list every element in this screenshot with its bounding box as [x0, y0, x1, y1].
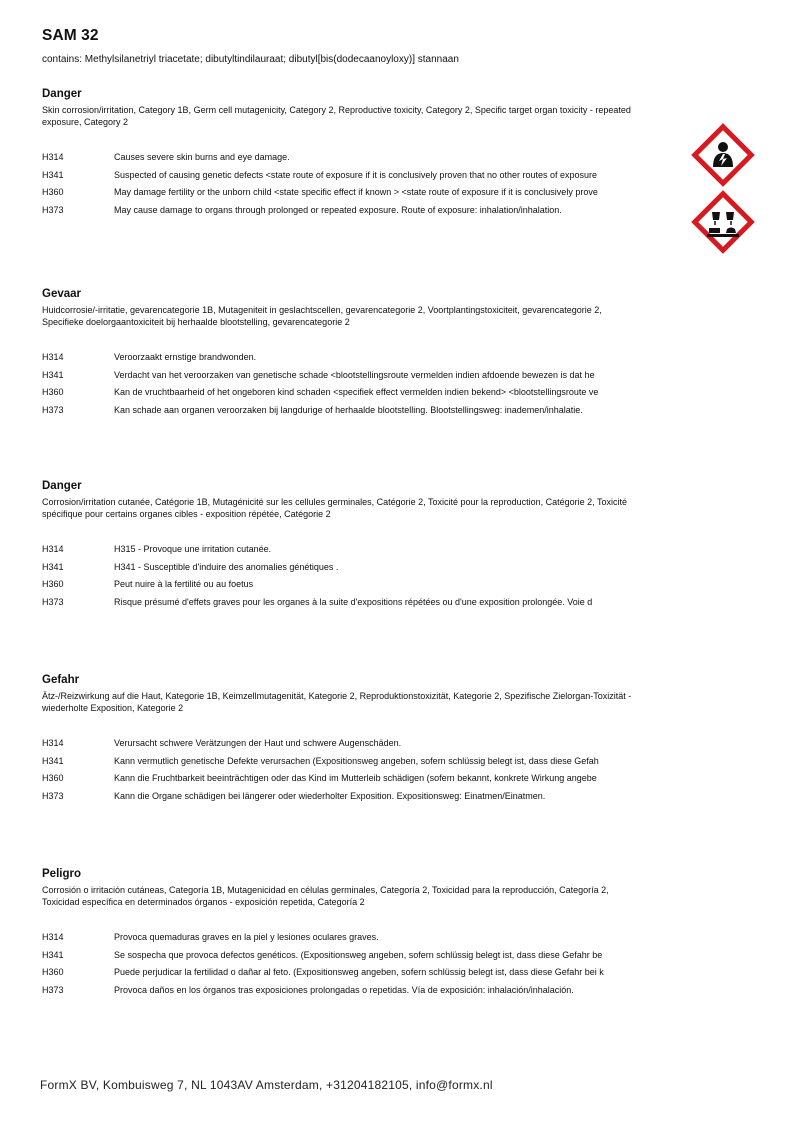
- h-text: Peut nuire à la fertilité ou au foetus: [114, 579, 254, 589]
- hazard-statement: [42, 790, 667, 808]
- h-code: H314: [42, 352, 64, 362]
- h-code: H360: [42, 187, 64, 197]
- hazard-statement: [42, 561, 667, 579]
- h-code: H373: [42, 984, 64, 995]
- h-text: Suspected of causing genetic defects <state route of exposure if it is conclusively proven that no other routes of exposure: [114, 169, 598, 180]
- h-code: H314: [42, 932, 64, 942]
- hazard-statement-list: [42, 543, 667, 613]
- signal-word: Gefahr: [42, 674, 80, 686]
- h-text: Veroorzaakt ernstige brandwonden.: [114, 352, 257, 362]
- h-code: H341: [42, 169, 64, 180]
- hazard-section-es: [42, 868, 667, 1001]
- h-code: H360: [42, 967, 64, 977]
- hazard-statement: [42, 204, 667, 222]
- h-code: H314: [42, 544, 64, 554]
- classification-text: Corrosion/irritation cutanée, Catégorie 1B, Mutagénicité sur les cellules germinales, Catégorie 2, Toxicité pour la reproduction, Catégorie 2, Toxicité spécifique pour certains organes cibles - exposition répétée, Catégorie 2: [42, 497, 627, 519]
- hazard-statement-list: [42, 351, 667, 421]
- h-code: H314: [42, 738, 64, 748]
- hazard-statement: [42, 737, 667, 755]
- hazard-statement: [42, 755, 667, 773]
- classification-text: Huidcorrosie/-irritatie, gevarencategorie 1B, Mutageniteit in geslachtscellen, gevarencategorie 2, Voortplantingstoxiciteit, gevarencategorie 2, Specifieke doelorgaantoxiciteit bij herhaalde blootstelling, gevarencategorie 2: [42, 305, 602, 327]
- h-text: Kan schade aan organen veroorzaken bij langdurige of herhaalde blootstelling. Blootstellingsweg: inademen/inhalatie.: [114, 404, 583, 415]
- h-text: Kann die Organe schädigen bei längerer oder wiederholter Exposition. Expositionsweg: Einatmen/Einatmen.: [114, 790, 546, 801]
- hazard-statement: [42, 151, 667, 169]
- hazard-statement: [42, 404, 667, 422]
- hazard-statement: [42, 966, 667, 984]
- hazard-statement: [42, 949, 667, 967]
- hazard-statement: [42, 984, 667, 1002]
- h-text: Causes severe skin burns and eye damage.: [114, 152, 290, 162]
- h-text: Kan de vruchtbaarheid of het ongeboren kind schaden <specifiek effect vermelden indien bekend> <blootstellingsroute ve: [114, 387, 599, 397]
- hazard-statement: [42, 578, 667, 596]
- h-code: H341: [42, 949, 64, 960]
- h-code: H341: [42, 369, 64, 380]
- h-code: H373: [42, 404, 64, 415]
- h-code: H360: [42, 387, 64, 397]
- h-text: Verursacht schwere Verätzungen der Haut und schwere Augenschäden.: [114, 738, 402, 748]
- company-footer: FormX BV, Kombuisweg 7, NL 1043AV Amsterdam, +31204182105, info@formx.nl: [40, 1078, 493, 1092]
- hazard-statement-list: [42, 151, 667, 221]
- hazard-statement: [42, 386, 667, 404]
- h-code: H360: [42, 773, 64, 783]
- signal-word: Peligro: [42, 868, 81, 880]
- hazard-statement: [42, 351, 667, 369]
- h-text: Provoca daños en los órganos tras exposiciones prolongadas o repetidas. Vía de exposición: inhalación/inhalación.: [114, 984, 574, 995]
- classification-text: Corrosión o irritación cutáneas, Categoría 1B, Mutagenicidad en células germinales, Categoría 2, Toxicidad para la reproducción, Categoría 2, Toxicidad específica en determinados órganos - exposición repetida, Categoría 2: [42, 885, 609, 907]
- h-code: H314: [42, 152, 64, 162]
- h-code: H341: [42, 755, 64, 766]
- h-text: Puede perjudicar la fertilidad o dañar al feto. (Expositionsweg angeben, sofern schlüssig belegt ist, dass diese Gefahr bei k: [114, 967, 604, 977]
- hazard-statement: [42, 169, 667, 187]
- h-text: Kann vermutlich genetische Defekte verursachen (Expositionsweg angeben, sofern schlüssig belegt ist, dass diese Gefah: [114, 755, 599, 766]
- hazard-section-nl: [42, 288, 667, 421]
- signal-word: Gevaar: [42, 288, 82, 300]
- h-code: H341: [42, 561, 64, 572]
- h-text: May cause damage to organs through prolonged or repeated exposure. Route of exposure: inhalation/inhalation.: [114, 204, 562, 215]
- hazard-section-de: [42, 674, 667, 807]
- h-text: Risque présumé d'effets graves pour les organes à la suite d'expositions répétées ou d'une exposition prolongée. Voie d: [114, 596, 593, 607]
- h-code: H373: [42, 790, 64, 801]
- hazard-statement: [42, 931, 667, 949]
- corrosion-icon: [691, 190, 755, 254]
- h-text: Verdacht van het veroorzaken van genetische schade <blootstellingsroute vermelden indien afdoende bewezen is dat he: [114, 369, 595, 380]
- contains-line: contains: Methylsilanetriyl triacetate; dibutyltindilauraat; dibutyl[bis(dodecaanoyloxy)] stannaan: [42, 54, 459, 65]
- classification-text: Ätz-/Reizwirkung auf die Haut, Kategorie 1B, Keimzellmutagenität, Kategorie 2, Reproduktionstoxizität, Kategorie 2, Spezifische Zielorgan-Toxizität - wiederholte Exposition, Kategorie 2: [42, 691, 632, 713]
- hazard-statement: [42, 543, 667, 561]
- hazard-statement: [42, 772, 667, 790]
- product-title: SAM 32: [42, 27, 99, 44]
- h-text: Kann die Fruchtbarkeit beeinträchtigen oder das Kind im Mutterleib schädigen (sofern bekannt, konkrete Wirkung angebe: [114, 773, 597, 783]
- health-hazard-icon: [691, 123, 755, 187]
- hazard-statement: [42, 369, 667, 387]
- h-code: H373: [42, 204, 64, 215]
- signal-word: Danger: [42, 480, 82, 492]
- h-text: Provoca quemaduras graves en la piel y lesiones oculares graves.: [114, 932, 379, 942]
- hazard-statement: [42, 596, 667, 614]
- h-text: Se sospecha que provoca defectos genéticos. (Expositionsweg angeben, sofern schlüssig belegt ist, dass diese Gefahr be: [114, 949, 603, 960]
- h-code: H360: [42, 579, 64, 589]
- hazard-section-en: [42, 88, 667, 221]
- h-code: H373: [42, 596, 64, 607]
- classification-text: Skin corrosion/irritation, Category 1B, Germ cell mutagenicity, Category 2, Reproductive toxicity, Category 2, Specific target organ toxicity - repeated exposure, Category 2: [42, 105, 631, 127]
- h-text: May damage fertility or the unborn child <state specific effect if known > <state route of exposure if it is conclusively prove: [114, 187, 598, 197]
- hazard-statement-list: [42, 737, 667, 807]
- hazard-section-fr: [42, 480, 667, 613]
- hazard-statement: [42, 186, 667, 204]
- h-text: H341 - Susceptible d'induire des anomalies génétiques .: [114, 561, 339, 572]
- hazard-statement-list: [42, 931, 667, 1001]
- h-text: H315 - Provoque une irritation cutanée.: [114, 544, 272, 554]
- signal-word: Danger: [42, 88, 82, 100]
